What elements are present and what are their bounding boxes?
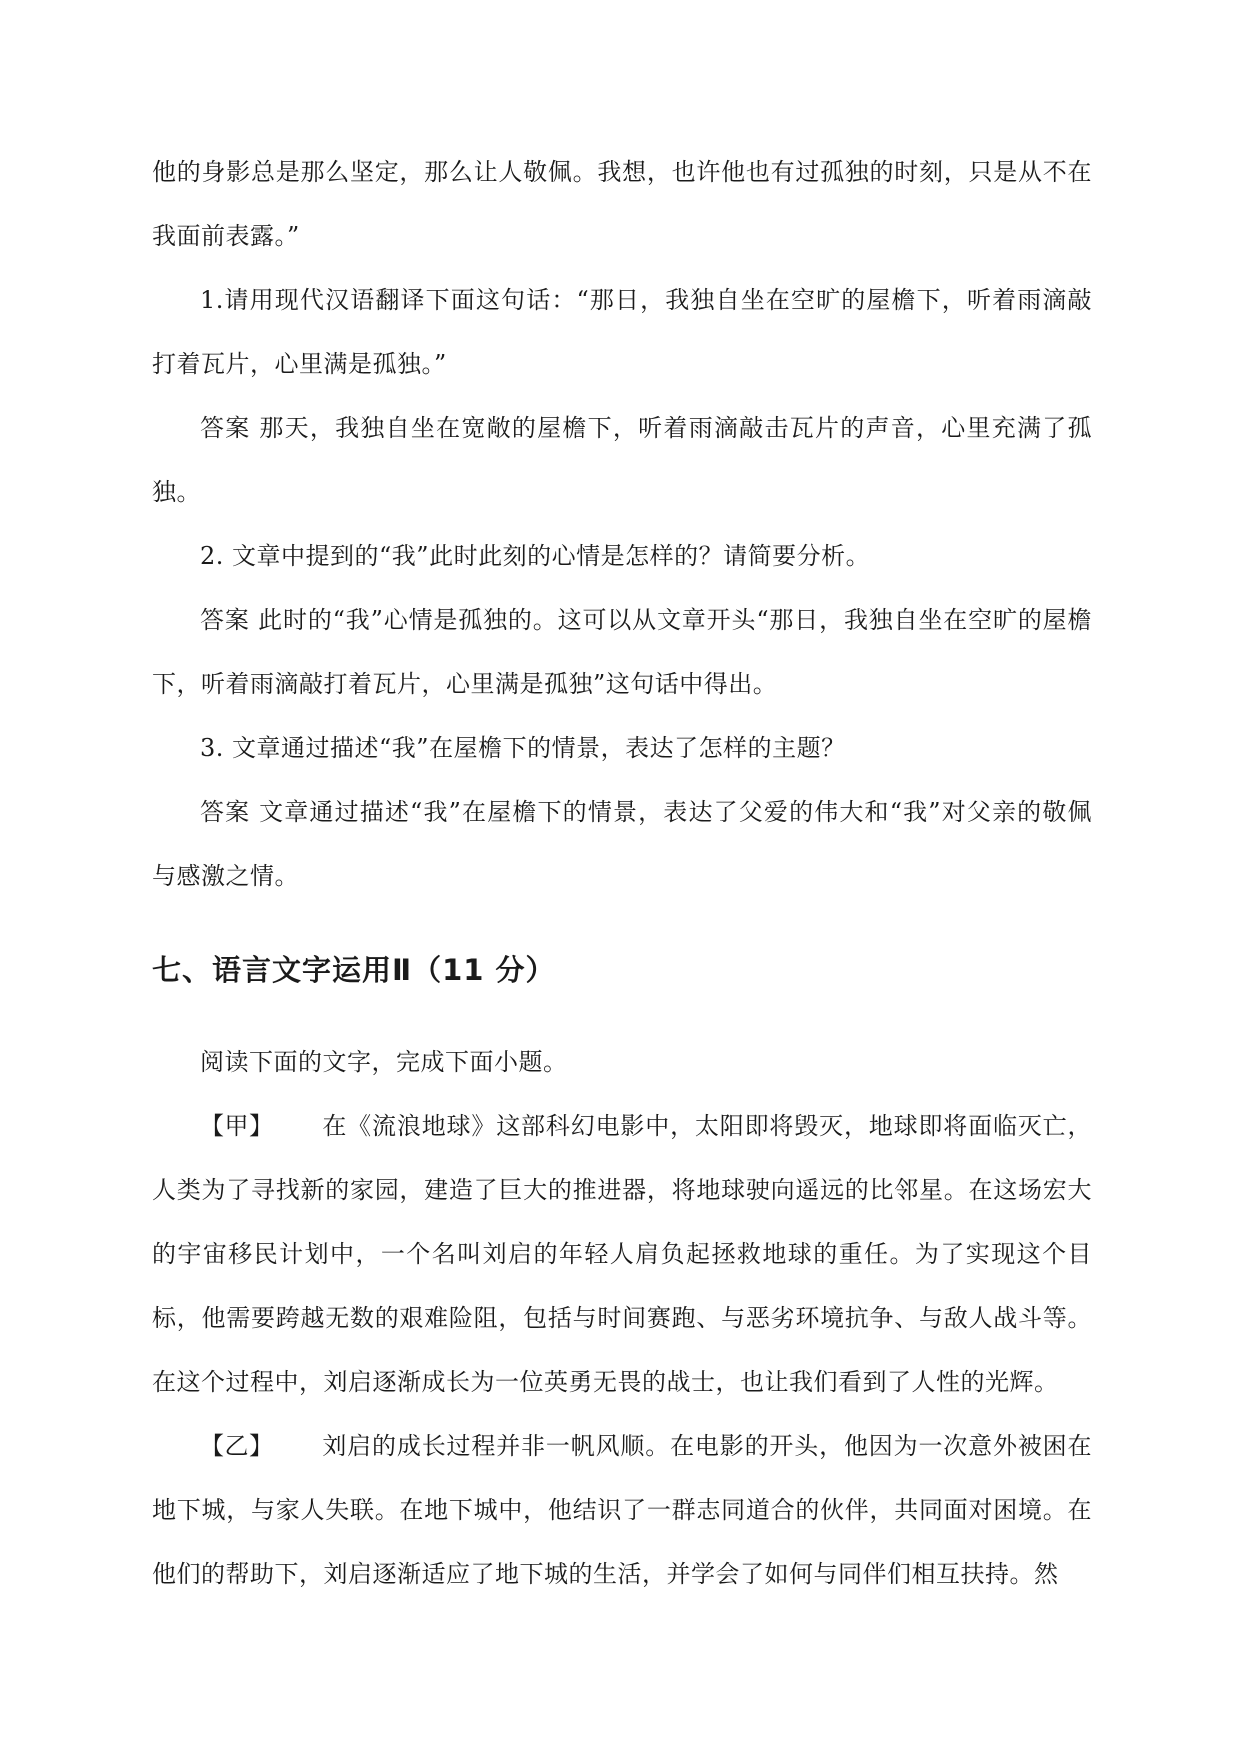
answer-3: 答案 文章通过描述“我”在屋檐下的情景，表达了父爱的伟大和“我”对父亲的敬佩与感激之情。 bbox=[152, 798, 1092, 890]
passage-yi-text: 刘启的成长过程并非一帆风顺。在电影的开头，他因为一次意外被困在地下城，与家人失联。在地下城中，他结识了一群志同道合的伙伴，共同面对困境。在他们的帮助下，刘启逐渐适应了地下城的生活，并学会了如何与同伴们相互扶持。然 bbox=[152, 1432, 1092, 1588]
answer-1: 答案 那天，我独自坐在宽敞的屋檐下，听着雨滴敲击瓦片的声音，心里充满了孤独。 bbox=[152, 414, 1092, 506]
passage-jia-text: 在《流浪地球》这部科幻电影中，太阳即将毁灭，地球即将面临灭亡，人类为了寻找新的家园，建造了巨大的推进器，将地球驶向遥远的比邻星。在这场宏大的宇宙移民计划中，一个名叫刘启的年轻人肩负起拯救地球的重任。为了实现这个目标，他需要跨越无数的艰难险阻，包括与时间赛跑、与恶劣环境抗争、与敌人战斗等。在这个过程中，刘启逐渐成长为一位英勇无畏的战士，也让我们看到了人性的光辉。 bbox=[152, 1112, 1092, 1396]
section-instruction: 阅读下面的文字，完成下面小题。 bbox=[200, 1048, 568, 1076]
passage-yi bbox=[152, 1414, 1092, 1606]
answer-2: 答案 此时的“我”心情是孤独的。这可以从文章开头“那日，我独自坐在空旷的屋檐下，听着雨滴敲打着瓦片，心里满是孤独”这句话中得出。 bbox=[152, 606, 1092, 698]
passage-jia bbox=[152, 1094, 1092, 1414]
passage-yi-tag: 【乙】 bbox=[200, 1432, 274, 1460]
question-1: 1.请用现代汉语翻译下面这句话：“那日，我独自坐在空旷的屋檐下，听着雨滴敲打着瓦片，心里满是孤独。” bbox=[152, 286, 1092, 378]
page-content bbox=[152, 140, 1092, 1606]
passage-jia-tag: 【甲】 bbox=[200, 1112, 274, 1140]
question-2: 2. 文章中提到的“我”此时此刻的心情是怎样的？请简要分析。 bbox=[200, 542, 871, 570]
passage-tail: 他的身影总是那么坚定，那么让人敬佩。我想，也许他也有过孤独的时刻，只是从不在我面前表露。” bbox=[152, 158, 1092, 250]
question-3: 3. 文章通过描述“我”在屋檐下的情景，表达了怎样的主题？ bbox=[200, 734, 846, 762]
section-heading: 七、语言文字运用Ⅱ（11 分） bbox=[152, 953, 556, 987]
